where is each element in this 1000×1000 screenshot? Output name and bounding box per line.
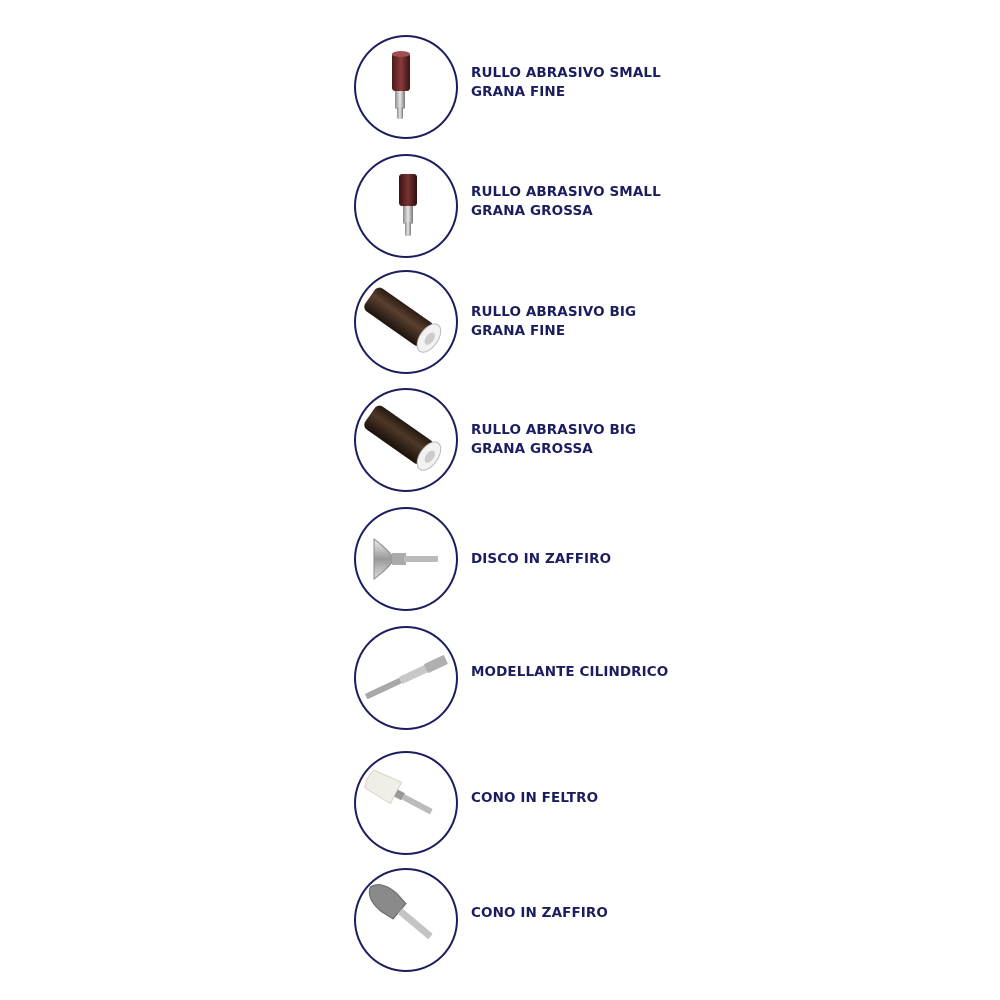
item-label: RULLO ABRASIVO SMALL GRANA GROSSA [471, 184, 661, 219]
big-abrasive-roller-icon [354, 388, 458, 492]
item-label: RULLO ABRASIVO BIG GRANA GROSSA [471, 422, 637, 457]
item-label: CONO IN FELTRO [471, 790, 599, 806]
item-label: RULLO ABRASIVO BIG GRANA FINE [471, 304, 637, 339]
felt-cone-icon [354, 751, 458, 855]
sapphire-disc-icon [354, 507, 458, 611]
cylindrical-shaper-icon [354, 626, 458, 730]
small-abrasive-roller-icon [354, 35, 458, 139]
small-abrasive-roller-icon [354, 154, 458, 258]
item-label: DISCO IN ZAFFIRO [471, 551, 612, 567]
sapphire-cone-icon [354, 868, 458, 972]
item-label: MODELLANTE CILINDRICO [471, 664, 669, 680]
item-label: CONO IN ZAFFIRO [471, 905, 608, 921]
big-abrasive-roller-icon [354, 270, 458, 374]
item-label: RULLO ABRASIVO SMALL GRANA FINE [471, 65, 661, 100]
